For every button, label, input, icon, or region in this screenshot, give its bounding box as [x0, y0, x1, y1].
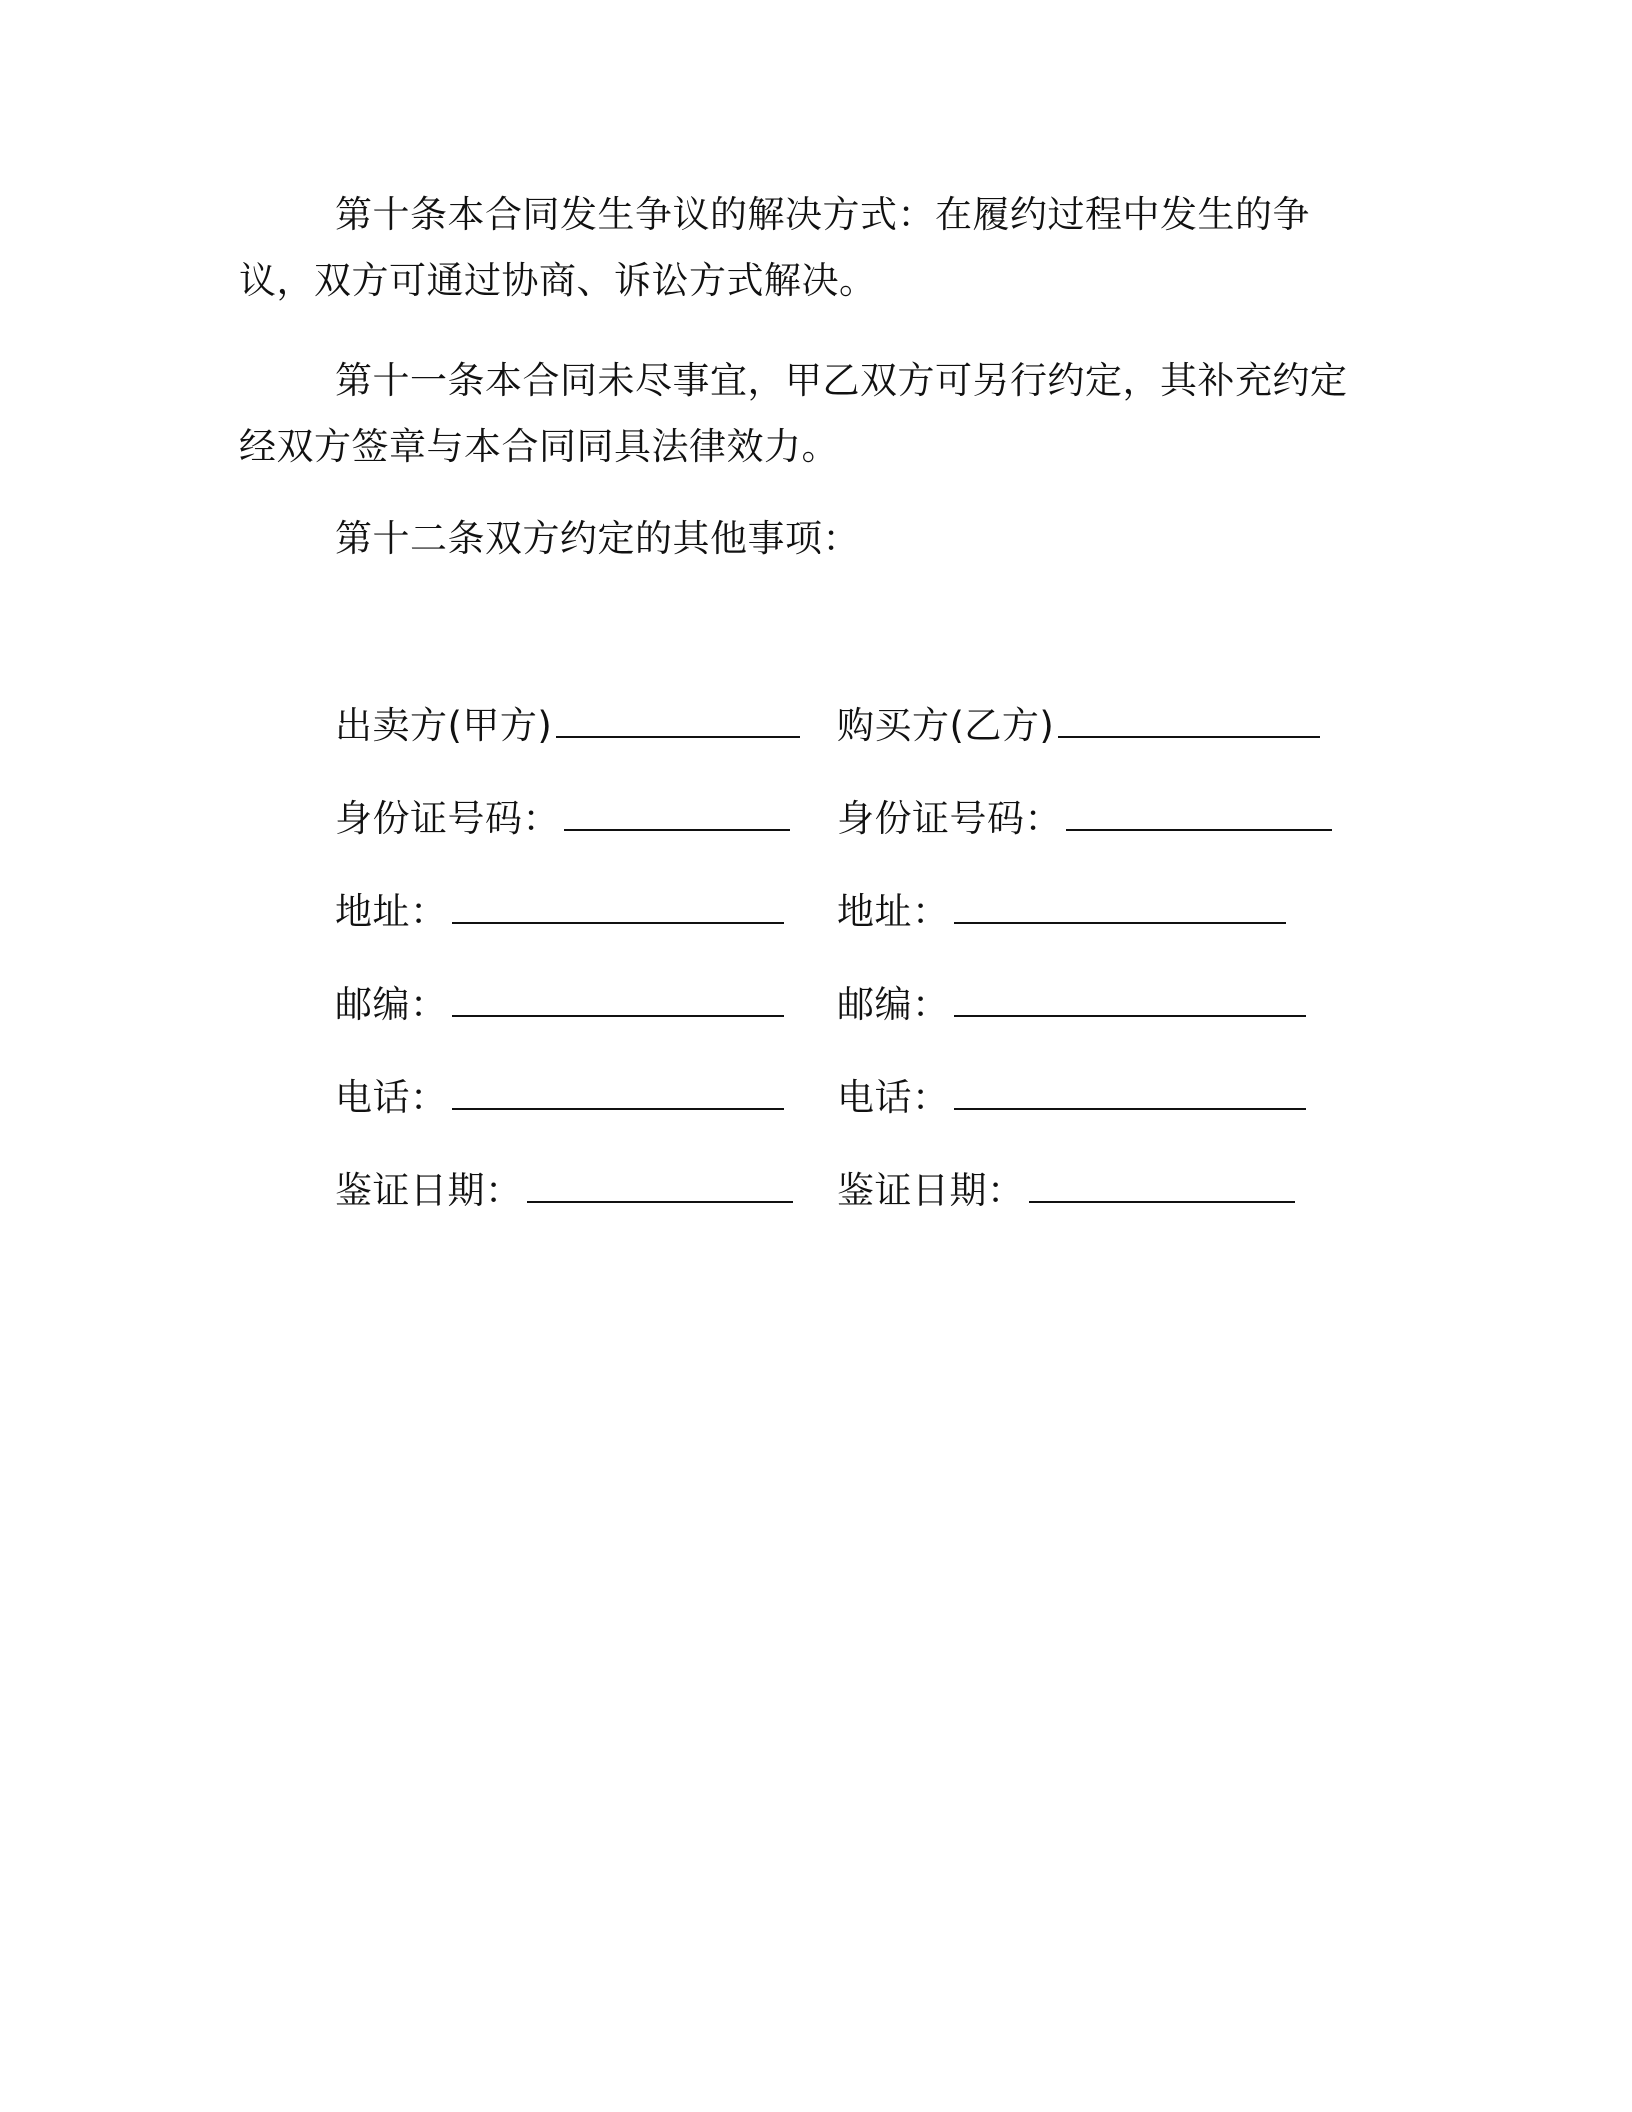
buyer-date-blank[interactable]	[1029, 1157, 1295, 1203]
signature-row-date	[335, 1157, 1435, 1250]
seller-label: 出卖方(甲方)	[335, 704, 553, 747]
buyer-date-label: 鉴证日期：	[837, 1169, 1025, 1212]
buyer-id-blank[interactable]	[1066, 785, 1332, 831]
seller-postcode-field	[335, 971, 784, 1038]
signature-row-postcode	[335, 971, 1435, 1064]
buyer-date-field	[837, 1157, 1295, 1224]
signature-row-address	[335, 878, 1435, 971]
buyer-field	[837, 692, 1320, 759]
seller-date-field	[335, 1157, 793, 1224]
seller-address-blank[interactable]	[452, 878, 784, 924]
signature-row-phone	[335, 1064, 1435, 1157]
seller-postcode-label: 邮编：	[335, 983, 448, 1026]
seller-date-label: 鉴证日期：	[335, 1169, 523, 1212]
seller-phone-label: 电话：	[335, 1076, 448, 1119]
seller-phone-field	[335, 1064, 784, 1131]
buyer-phone-field	[837, 1064, 1306, 1131]
buyer-address-label: 地址：	[837, 890, 950, 933]
buyer-address-blank[interactable]	[954, 878, 1286, 924]
buyer-phone-blank[interactable]	[954, 1064, 1306, 1110]
seller-date-blank[interactable]	[527, 1157, 793, 1203]
seller-address-label: 地址：	[335, 890, 448, 933]
buyer-address-field	[837, 878, 1286, 945]
seller-phone-blank[interactable]	[452, 1064, 784, 1110]
buyer-phone-label: 电话：	[837, 1076, 950, 1119]
seller-blank[interactable]	[556, 692, 800, 738]
seller-id-label: 身份证号码：	[335, 797, 560, 840]
buyer-postcode-field	[837, 971, 1306, 1038]
buyer-id-field	[837, 785, 1332, 852]
buyer-label: 购买方(乙方)	[837, 704, 1055, 747]
signature-row-party	[335, 692, 1435, 785]
buyer-postcode-blank[interactable]	[954, 971, 1306, 1017]
buyer-postcode-label: 邮编：	[837, 983, 950, 1026]
seller-id-blank[interactable]	[564, 785, 790, 831]
seller-field	[335, 692, 800, 759]
signature-block	[335, 692, 1435, 1250]
article-12	[239, 506, 1379, 572]
article-10	[239, 182, 1379, 314]
signature-row-id	[335, 785, 1435, 878]
seller-postcode-blank[interactable]	[452, 971, 784, 1017]
buyer-blank[interactable]	[1058, 692, 1320, 738]
article-11	[239, 348, 1379, 480]
article-10-text: 第十条本合同发生争议的解决方式：在履约过程中发生的争议，双方可通过协商、诉讼方式解决。	[239, 193, 1310, 302]
article-11-text: 第十一条本合同未尽事宜，甲乙双方可另行约定，其补充约定经双方签章与本合同同具法律效力。	[239, 359, 1348, 468]
seller-id-field	[335, 785, 790, 852]
article-12-text: 第十二条双方约定的其他事项：	[335, 517, 860, 560]
seller-address-field	[335, 878, 784, 945]
buyer-id-label: 身份证号码：	[837, 797, 1062, 840]
